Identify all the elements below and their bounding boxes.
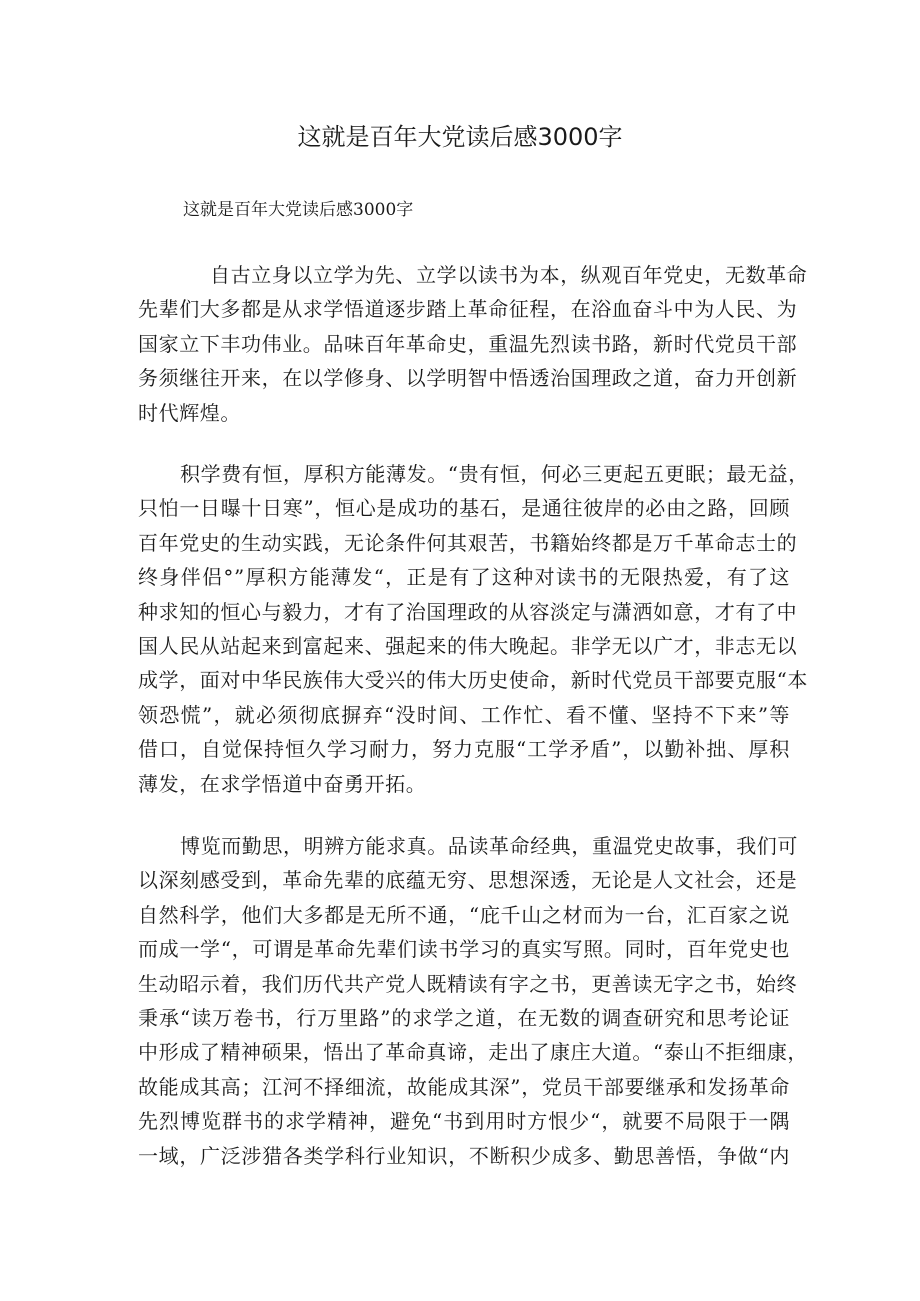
paragraph-line: 先烈博览群书的求学精神，避免“书到用时方恨少“，就要不局限于一隅 [138,1109,790,1134]
paragraph-line: 时代辉煌。 [138,400,241,425]
paragraph-3 [138,829,809,1173]
paragraph-line: 以深刻感受到，革命先辈的底蕴无穷、思想深透，无论是人文社会，还是 [138,868,798,893]
paragraph-line: 务须继往开来，在以学修身、以学明智中悟透治国理政之道，奋力开创新 [138,366,798,391]
paragraph-line: 种求知的恒心与毅力，才有了治国理政的从容淡定与潇洒如意，才有了中 [138,599,798,624]
paragraph-line: 自然科学，他们大多都是无所不通，“庇千山之材而为一台，汇百家之说 [138,902,790,927]
paragraph-line: 秉承“读万卷书，行万里路”的求学之道，在无数的调查研究和思考论证 [138,1006,790,1031]
paragraph-line: 故能成其高；江河不择细流，故能成其深”，党员干部要继承和发扬革命 [138,1074,790,1099]
paragraph-line: 借口，自觉保持恒久学习耐力，努力克服“工学矛盾”，以勤补拙、厚积 [138,737,790,762]
paragraph-line: 只怕一日曝十日寒”，恒心是成功的基石，是通往彼岸的必由之路，回顾 [138,496,790,521]
paragraph-2 [138,457,809,801]
paragraph-line: 积学费有恒，厚积方能薄发。“贵有恒，何必三更起五更眠；最无益， [180,462,809,486]
paragraph-line: 薄发，在求学悟道中奋勇开拓。 [138,771,427,796]
paragraph-line: 成学，面对中华民族伟大受兴的伟大历史使命，新时代党员干部要克服“本 [138,668,809,693]
paragraph-line: 国家立下丰功伟业。品味百年革命史，重温先烈读书路，新时代党员干部 [138,331,798,356]
paragraph-line: 国人民从站起来到富起来、强起来的伟大晚起。非学无以广才，非志无以 [138,634,798,659]
paragraph-line: 终身伴侣°”厚积方能薄发“，正是有了这种对读书的无限热爱，有了这 [138,565,790,590]
paragraph-line: 百年党史的生动实践，无论条件何其艰苦，书籍始终都是万千革命志士的 [138,530,798,555]
paragraph-line: 博览而勤思，明辨方能求真。品读革命经典，重温党史故事，我们可 [180,834,798,858]
paragraph-line: 一域，广泛涉猎各类学科行业知识，不断积少成多、勤思善悟，争做“内 [138,1143,790,1168]
paragraph-line: 先辈们大多都是从求学悟道逐步踏上革命征程，在浴血奋斗中为人民、为 [138,297,798,322]
paragraph-1 [138,258,808,430]
paragraph-line: 自古立身以立学为先、立学以读书为本，纵观百年党史，无数革命 [210,263,808,287]
paragraph-line: 中形成了精神硕果，悟出了革命真谛，走出了康庄大道。“泰山不拒细康， [138,1040,809,1065]
paragraph-line: 领恐慌”，就必须彻底摒弃“没时间、工作忙、看不懂、坚持不下来”等 [138,702,790,727]
paragraph-line: 生动昭示着，我们历代共产党人既精读有字之书，更善读无字之书，始终 [138,971,798,996]
document-title: 这就是百年大党读后感3000字 [297,123,623,151]
document-subtitle: 这就是百年大党读后感3000字 [183,200,414,220]
paragraph-line: 而成一学“，可谓是革命先辈们读书学习的真实写照。同时，百年党史也 [138,937,790,962]
